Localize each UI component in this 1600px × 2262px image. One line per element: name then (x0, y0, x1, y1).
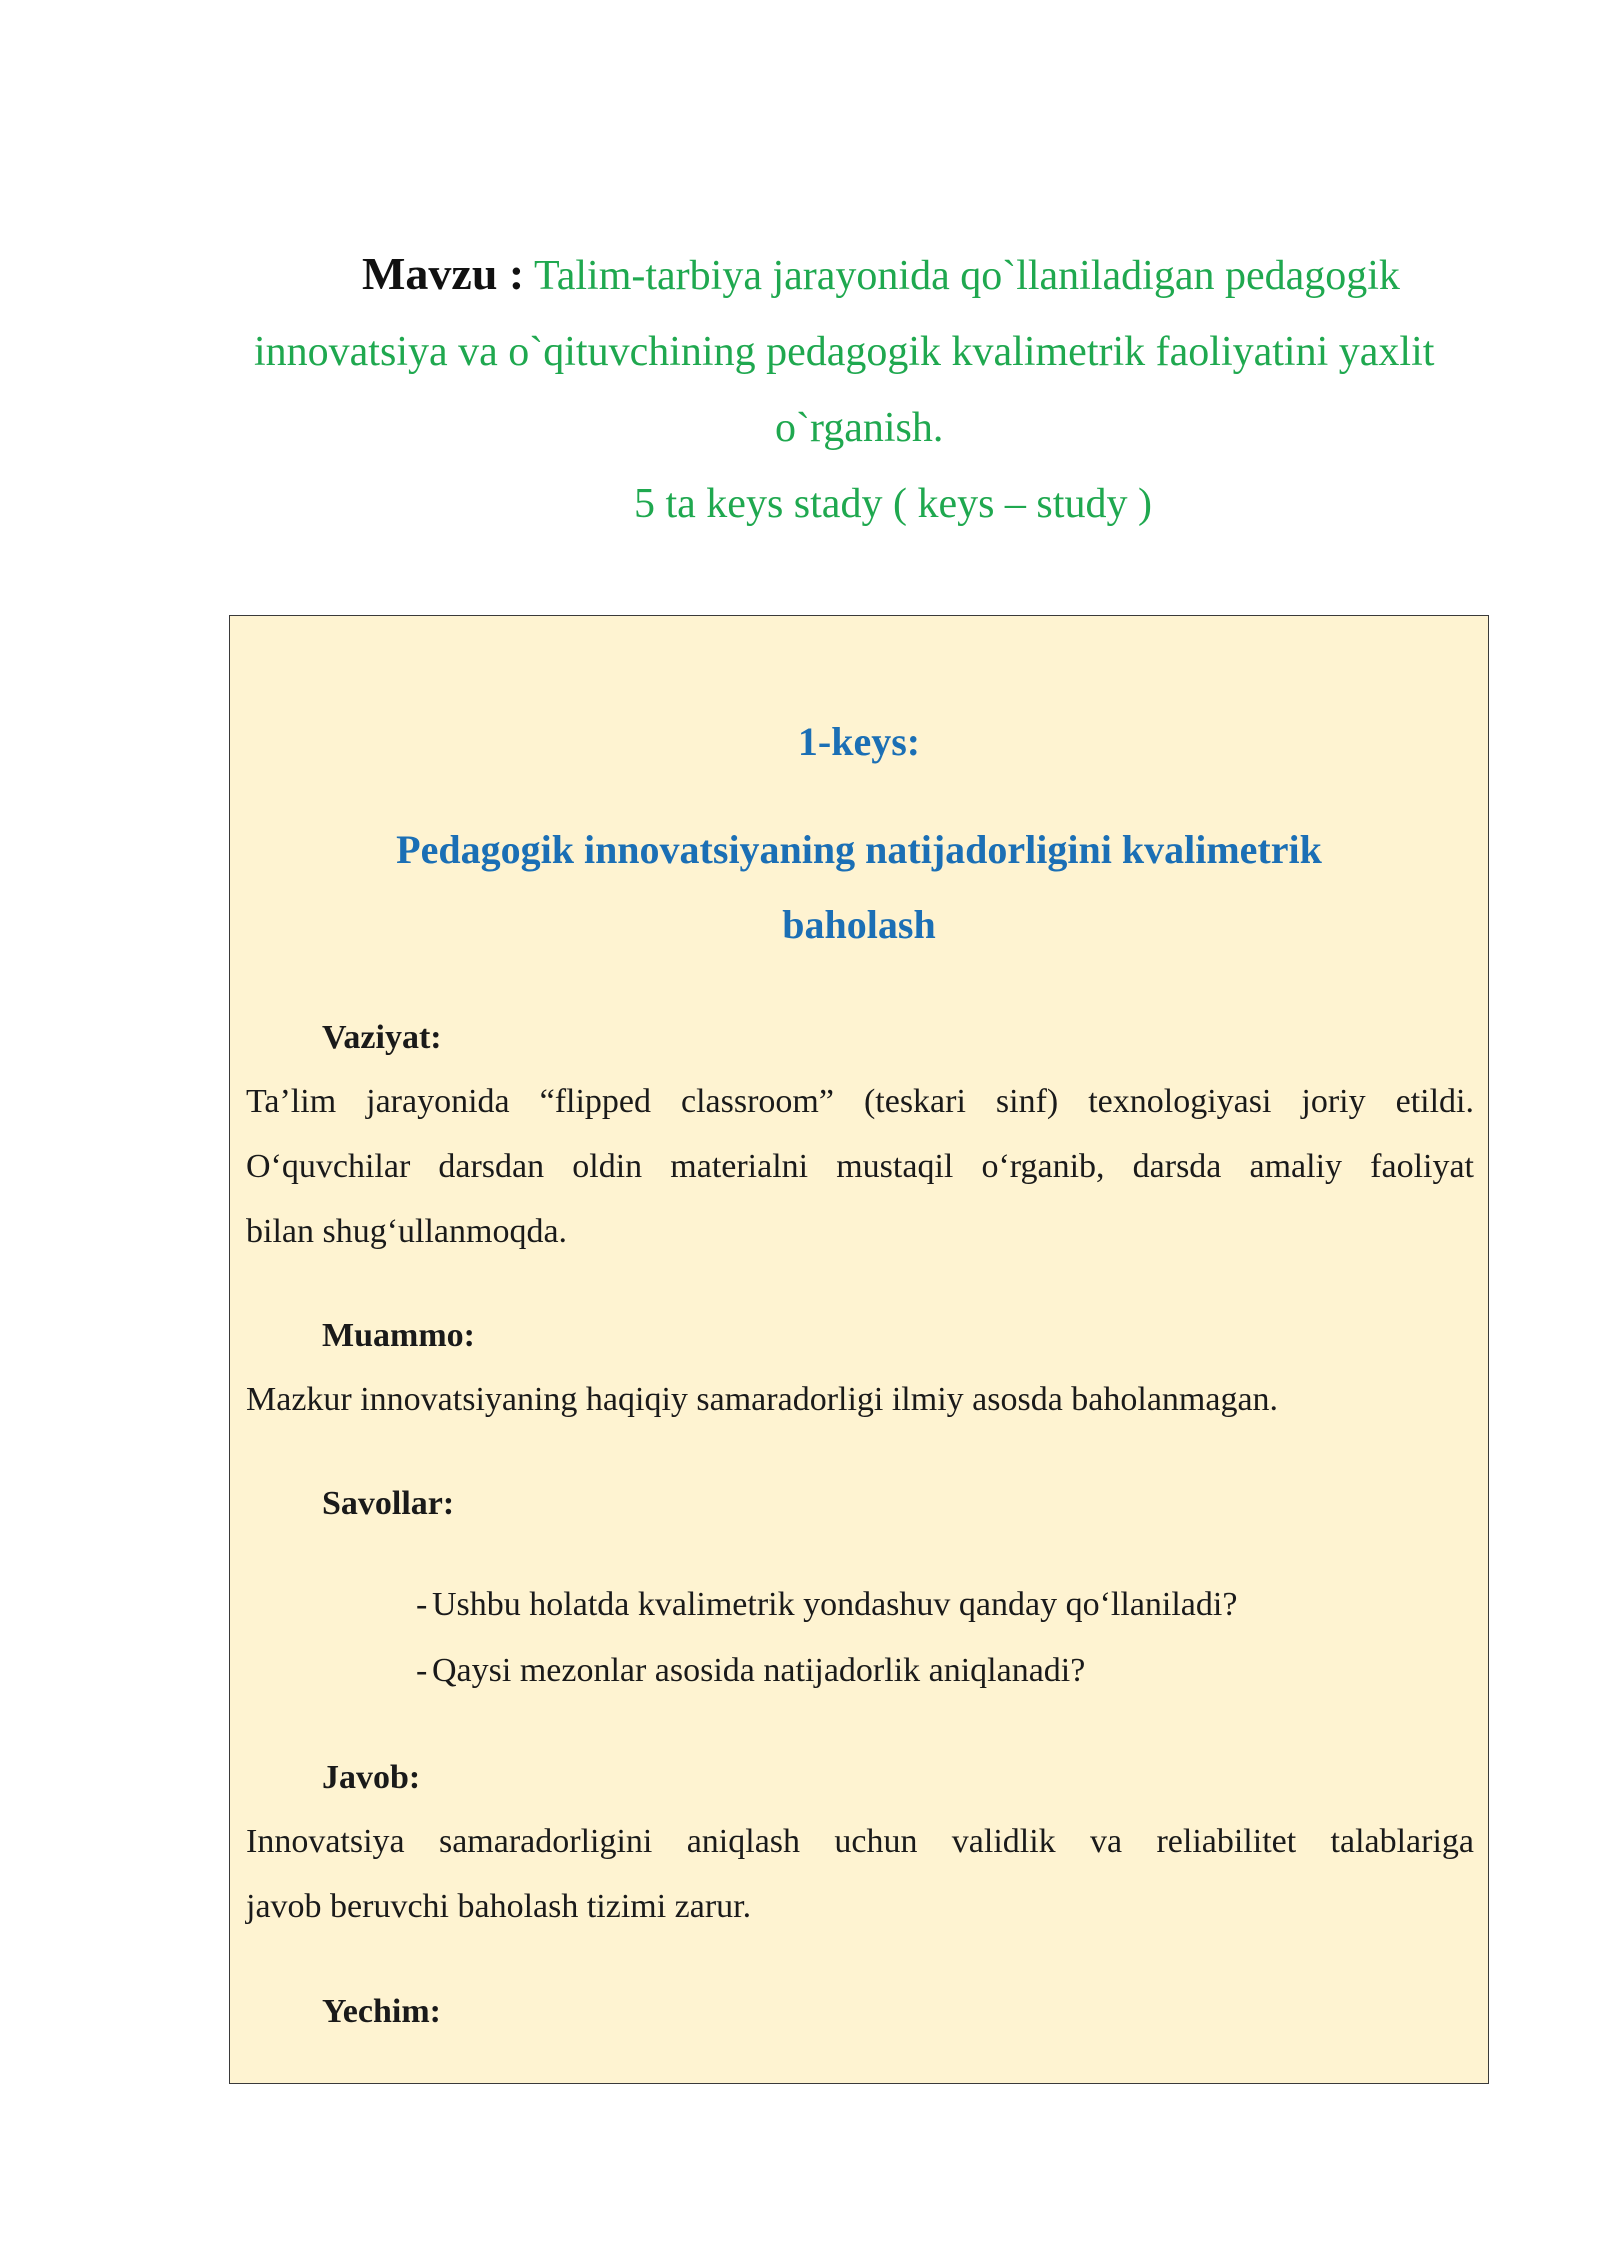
case-study-box (229, 615, 1489, 2084)
document-header (0, 236, 1600, 542)
topic-line-2: innovatsiya va o`qituvchining pedagogik kvalimetrik faoliyatini yaxlit (254, 329, 1435, 375)
question-item (416, 1572, 1237, 1638)
case-title-line-1: Pedagogik innovatsiyaning natijadorligini kvalimetrik (396, 827, 1322, 872)
questions-label: Savollar: (322, 1485, 455, 1522)
questions-list (416, 1572, 1237, 1704)
topic-line-1 (0, 236, 1600, 314)
question-item (416, 1638, 1237, 1704)
situation-line: bilan shug‘ullanmoqda. (246, 1213, 568, 1250)
answer-label: Javob: (322, 1759, 421, 1796)
situation-line: O‘quvchilar darsdan oldin materialni mustaqil o‘rganib, darsda amaliy faoliyat (246, 1148, 1474, 1185)
answer-line: javob beruvchi baholash tizimi zarur. (246, 1888, 752, 1925)
problem-label: Muammo: (322, 1317, 475, 1354)
question-marker: - (416, 1586, 428, 1623)
topic-label: Mavzu : (362, 248, 525, 299)
answer-text (246, 1809, 1474, 1939)
topic-line-3: o`rganish. (775, 405, 944, 451)
situation-label: Vaziyat: (322, 1019, 442, 1056)
topic-title-part-1: Talim-tarbiya jarayonida qo`llaniladigan pedagogik (534, 253, 1400, 299)
topic-subtitle: 5 ta keys stady ( keys – study ) (634, 481, 1152, 527)
situation-text (246, 1069, 1474, 1264)
answer-line: Innovatsiya samaradorligini aniqlash uchun validlik va reliabilitet talablariga (246, 1823, 1474, 1860)
question-text: Qaysi mezonlar asosida natijadorlik aniqlanadi? (432, 1652, 1086, 1689)
situation-line: Ta’lim jarayonida “flipped classroom” (teskari sinf) texnologiyasi joriy etildi. (246, 1083, 1474, 1120)
question-text: Ushbu holatda kvalimetrik yondashuv qanday qo‘llaniladi? (432, 1586, 1238, 1623)
question-marker: - (416, 1652, 428, 1689)
case-title-line-2: baholash (782, 902, 936, 947)
case-number: 1-keys: (797, 719, 921, 764)
problem-text (246, 1367, 1474, 1432)
solution-label: Yechim: (322, 1993, 441, 2030)
problem-line: Mazkur innovatsiyaning haqiqiy samaradorligi ilmiy asosda baholanmagan. (246, 1381, 1279, 1418)
